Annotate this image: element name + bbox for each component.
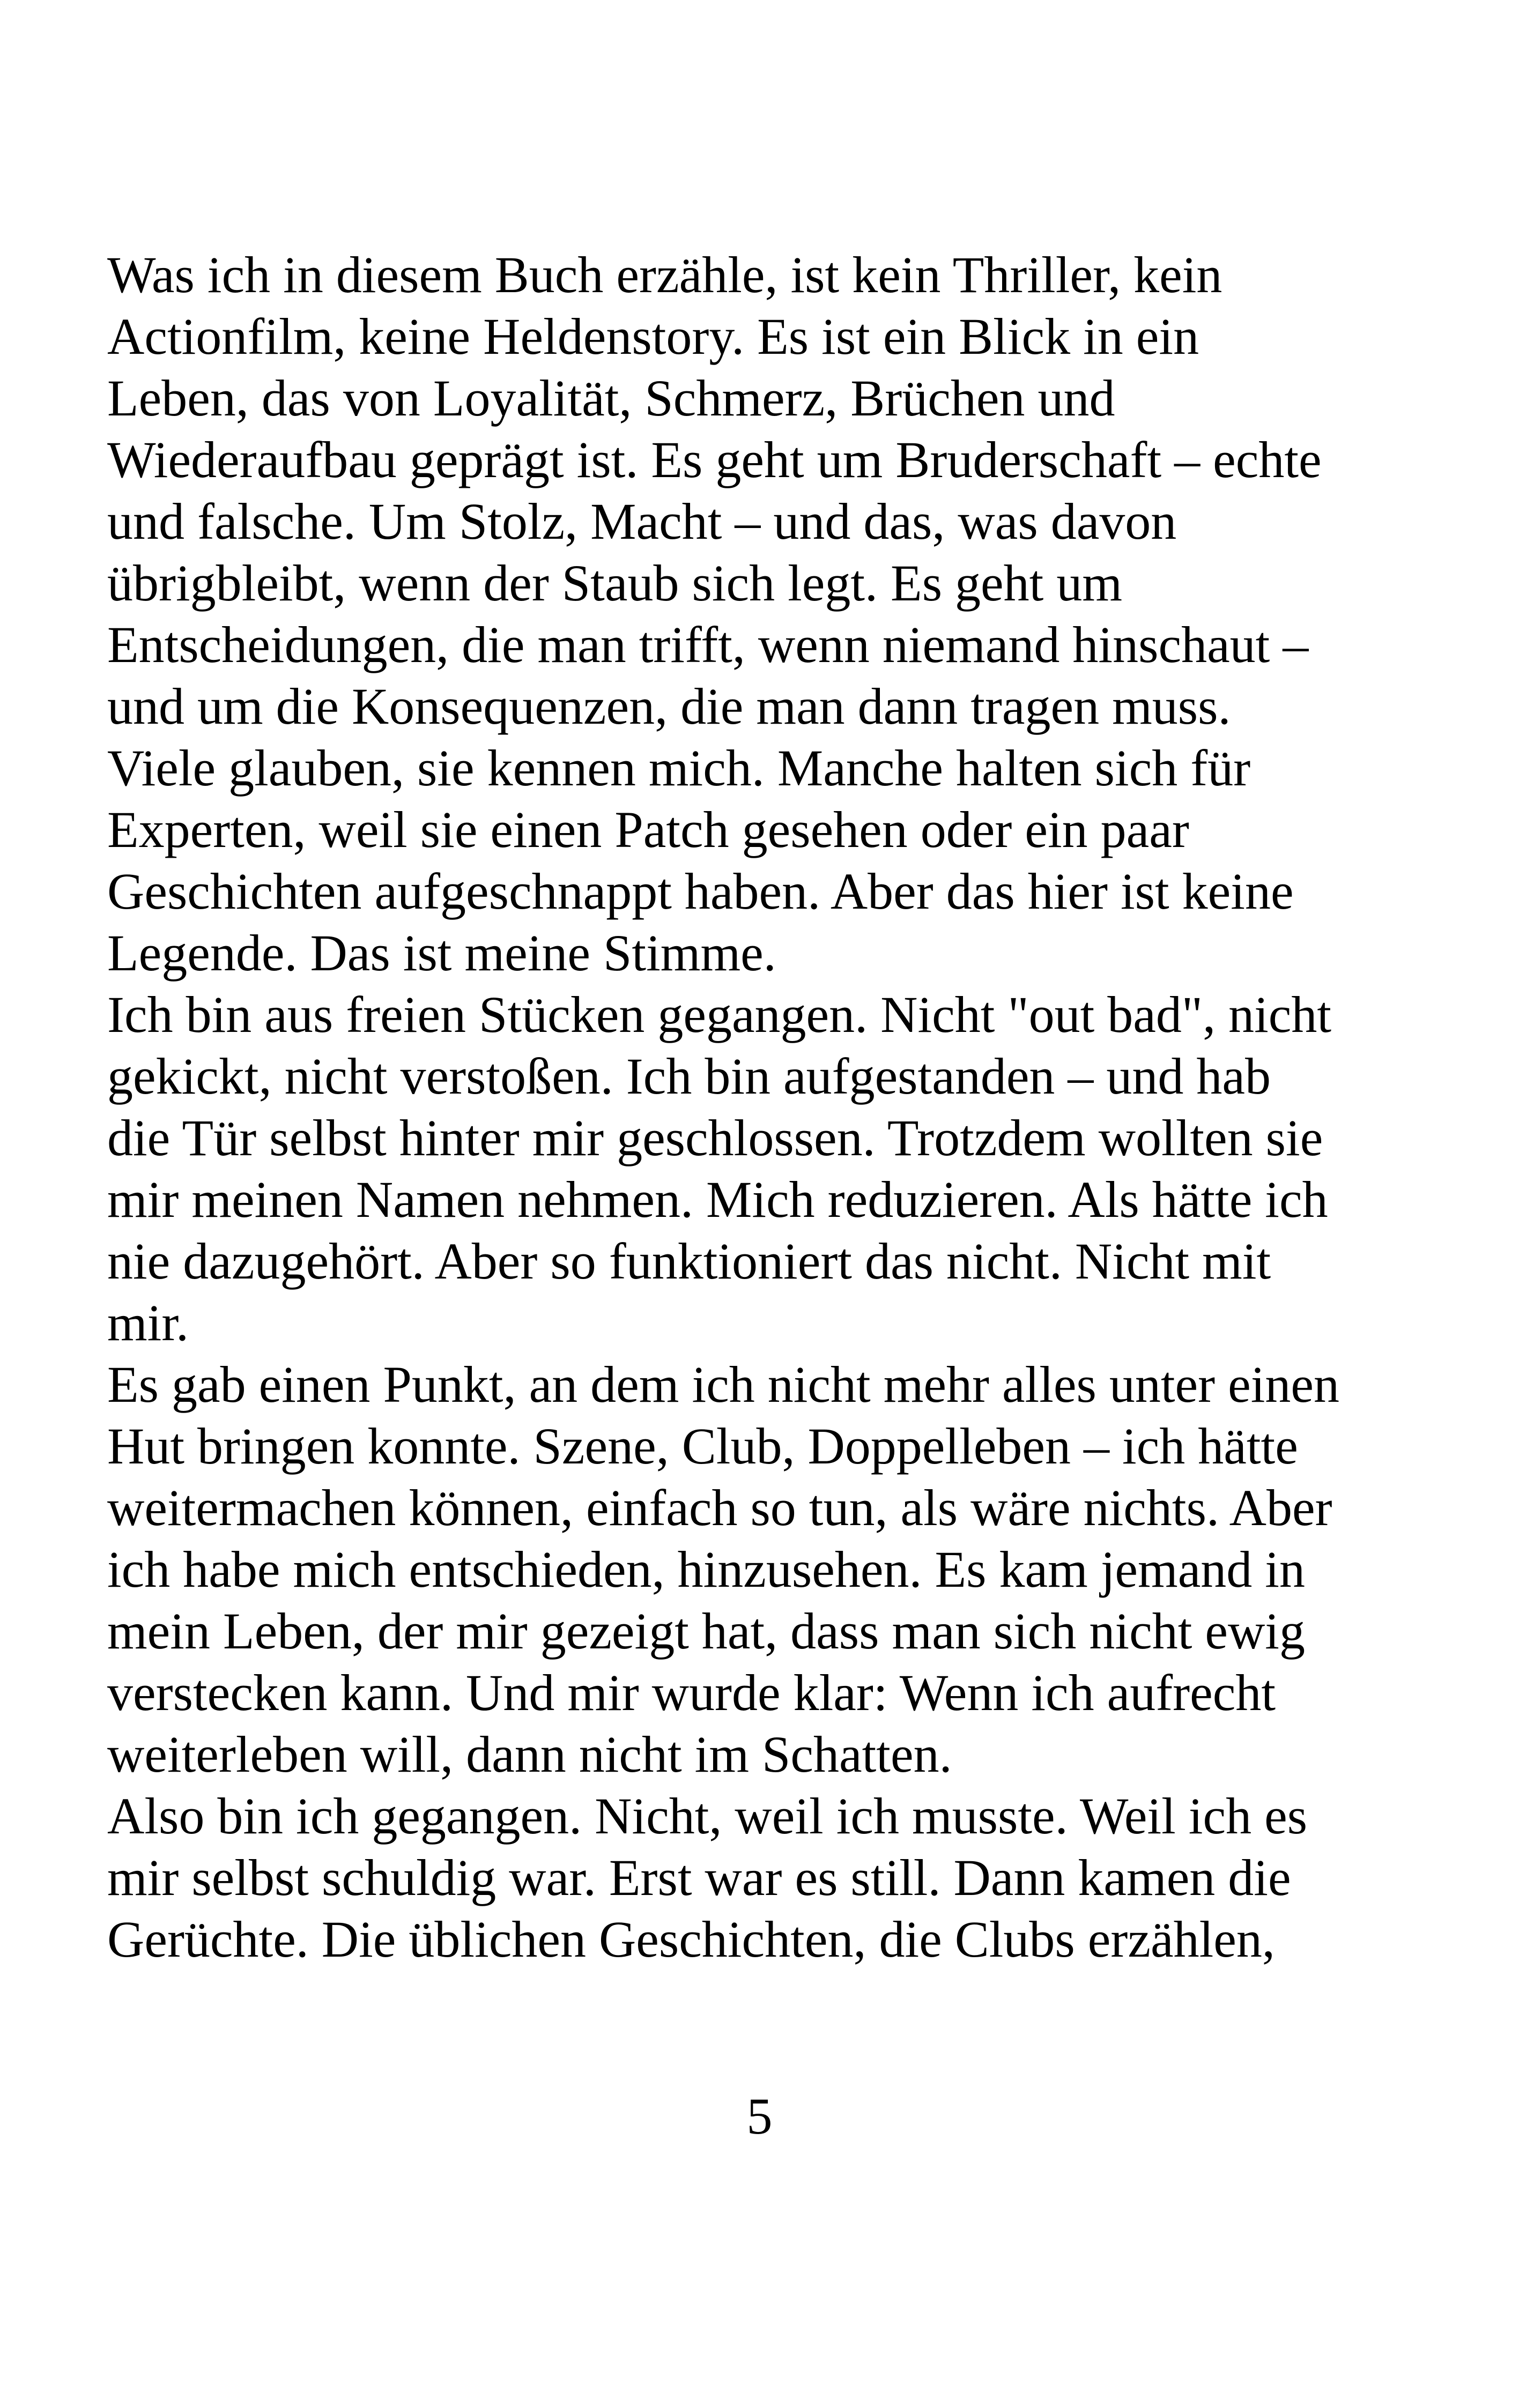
- text-line: Geschichten aufgeschnappt haben. Aber das hier ist keine: [107, 863, 1294, 920]
- text-line: nie dazugehört. Aber so funktioniert das nicht. Nicht mit: [107, 1232, 1271, 1290]
- text-line: Also bin ich gegangen. Nicht, weil ich musste. Weil ich es: [107, 1787, 1308, 1845]
- text-line: mein Leben, der mir gezeigt hat, dass man sich nicht ewig: [107, 1602, 1305, 1660]
- text-line: verstecken kann. Und mir wurde klar: Wenn ich aufrecht: [107, 1664, 1276, 1721]
- text-line: Was ich in diesem Buch erzähle, ist kein Thriller, kein: [107, 246, 1222, 303]
- text-line: weitermachen können, einfach so tun, als wäre nichts. Aber: [107, 1479, 1332, 1536]
- text-line: Wiederaufbau geprägt ist. Es geht um Bruderschaft – echte: [107, 431, 1322, 488]
- text-line: Leben, das von Loyalität, Schmerz, Brüchen und: [107, 369, 1115, 427]
- text-line: weiterleben will, dann nicht im Schatten.: [107, 1726, 952, 1783]
- text-line: mir selbst schuldig war. Erst war es still. Dann kamen die: [107, 1849, 1291, 1906]
- text-line: mir meinen Namen nehmen. Mich reduzieren. Als hätte ich: [107, 1171, 1328, 1228]
- text-line: Legende. Das ist meine Stimme.: [107, 924, 776, 982]
- text-line: Es gab einen Punkt, an dem ich nicht mehr alles unter einen: [107, 1356, 1339, 1413]
- text-line: ich habe mich entschieden, hinzusehen. Es kam jemand in: [107, 1541, 1305, 1598]
- text-line: Actionfilm, keine Heldenstory. Es ist ein Blick in ein: [107, 308, 1199, 365]
- text-line: und um die Konsequenzen, die man dann tragen muss.: [107, 678, 1231, 735]
- text-line: Hut bringen konnte. Szene, Club, Doppelleben – ich hätte: [107, 1417, 1298, 1475]
- text-line: Entscheidungen, die man trifft, wenn niemand hinschaut –: [107, 616, 1309, 673]
- page-number: 5: [746, 2087, 773, 2145]
- text-line: übrigbleibt, wenn der Staub sich legt. Es geht um: [107, 554, 1122, 612]
- text-line: gekickt, nicht verstoßen. Ich bin aufgestanden – und hab: [107, 1047, 1271, 1105]
- text-line: und falsche. Um Stolz, Macht – und das, was davon: [107, 493, 1177, 550]
- text-line: mir.: [107, 1294, 189, 1351]
- text-line: Gerüchte. Die üblichen Geschichten, die Clubs erzählen,: [107, 1911, 1275, 1968]
- text-line: Ich bin aus freien Stücken gegangen. Nicht "out bad", nicht: [107, 986, 1332, 1043]
- text-line: die Tür selbst hinter mir geschlossen. Trotzdem wollten sie: [107, 1109, 1323, 1166]
- text-line: Experten, weil sie einen Patch gesehen oder ein paar: [107, 801, 1189, 858]
- text-line: Viele glauben, sie kennen mich. Manche halten sich für: [107, 739, 1251, 797]
- body-text: [107, 244, 1437, 1970]
